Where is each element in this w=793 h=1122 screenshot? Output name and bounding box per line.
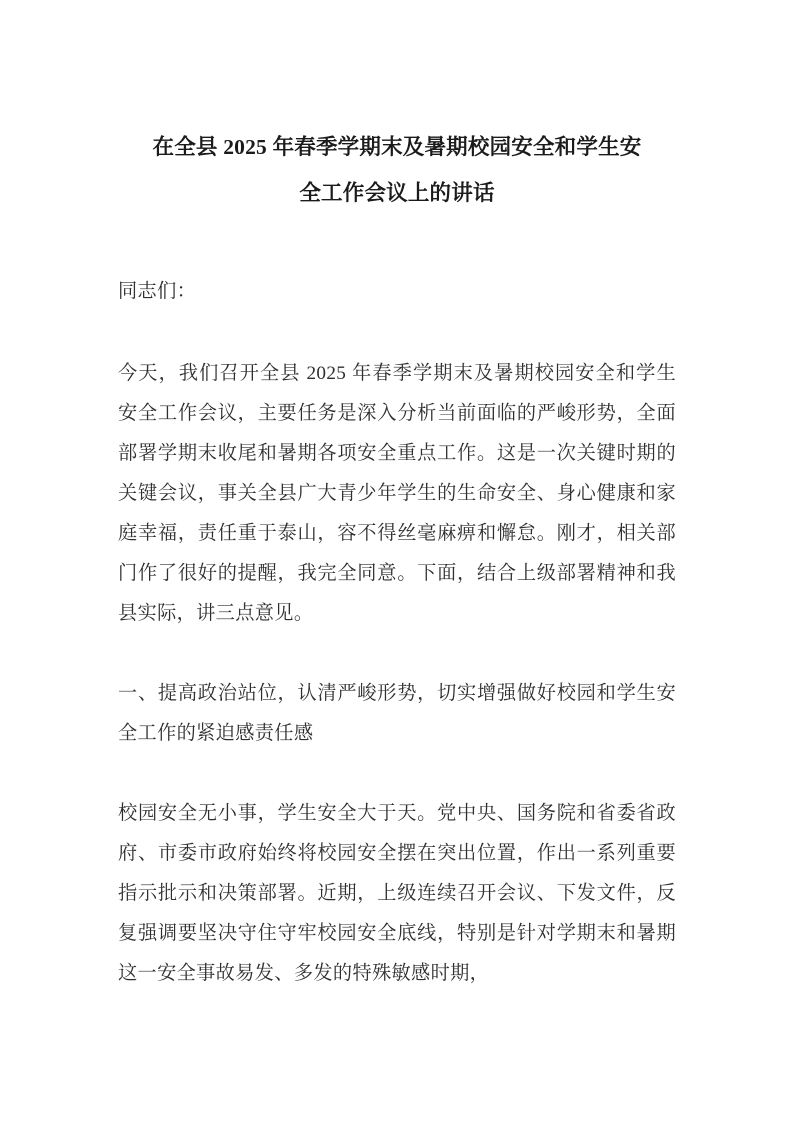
section-1-paragraph-1: 校园安全无小事，学生安全大于天。党中央、国务院和省委省政府、市委市政府始终将校园安全摆在突出位置，作出一系列重要指示批示和决策部署。近期，上级连续召开会议、下发文件，反复强调要坚决守住守牢校园安全底线，特别是针对学期末和暑期这一安全事故易发、多发的特殊敏感时期， (118, 803, 676, 984)
paragraph-gap (118, 754, 676, 794)
section-heading-1: 一、提高政治站位，认清严峻形势，切实增强做好校园和学生安全工作的紧迫感责任感 (118, 683, 676, 744)
salutation: 同志们： (118, 281, 197, 302)
title-body-spacer (118, 216, 676, 272)
paragraph-gap (118, 312, 676, 354)
paragraph-gap (118, 634, 676, 674)
page-title-line-1: 在全县 2025 年春季学期末及暑期校园安全和学生安 (152, 135, 642, 159)
page-title-line-2: 全工作会议上的讲话 (299, 181, 495, 205)
document-content (118, 0, 676, 994)
body-paragraph-1: 今天，我们召开全县 2025 年春季学期末及暑期校园安全和学生安全工作会议，主要任务是深入分析当前面临的严峻形势，全面部署学期末收尾和暑期各项安全重点工作。这是一次关键时期的关键会议，事关全县广大青少年学生的生命安全、身心健康和家庭幸福，责任重于泰山，容不得丝毫麻痹和懈怠。刚才，相关部门作了很好的提醒，我完全同意。下面，结合上级部署精神和我县实际，讲三点意见。 (118, 363, 676, 624)
page-title (118, 0, 676, 216)
